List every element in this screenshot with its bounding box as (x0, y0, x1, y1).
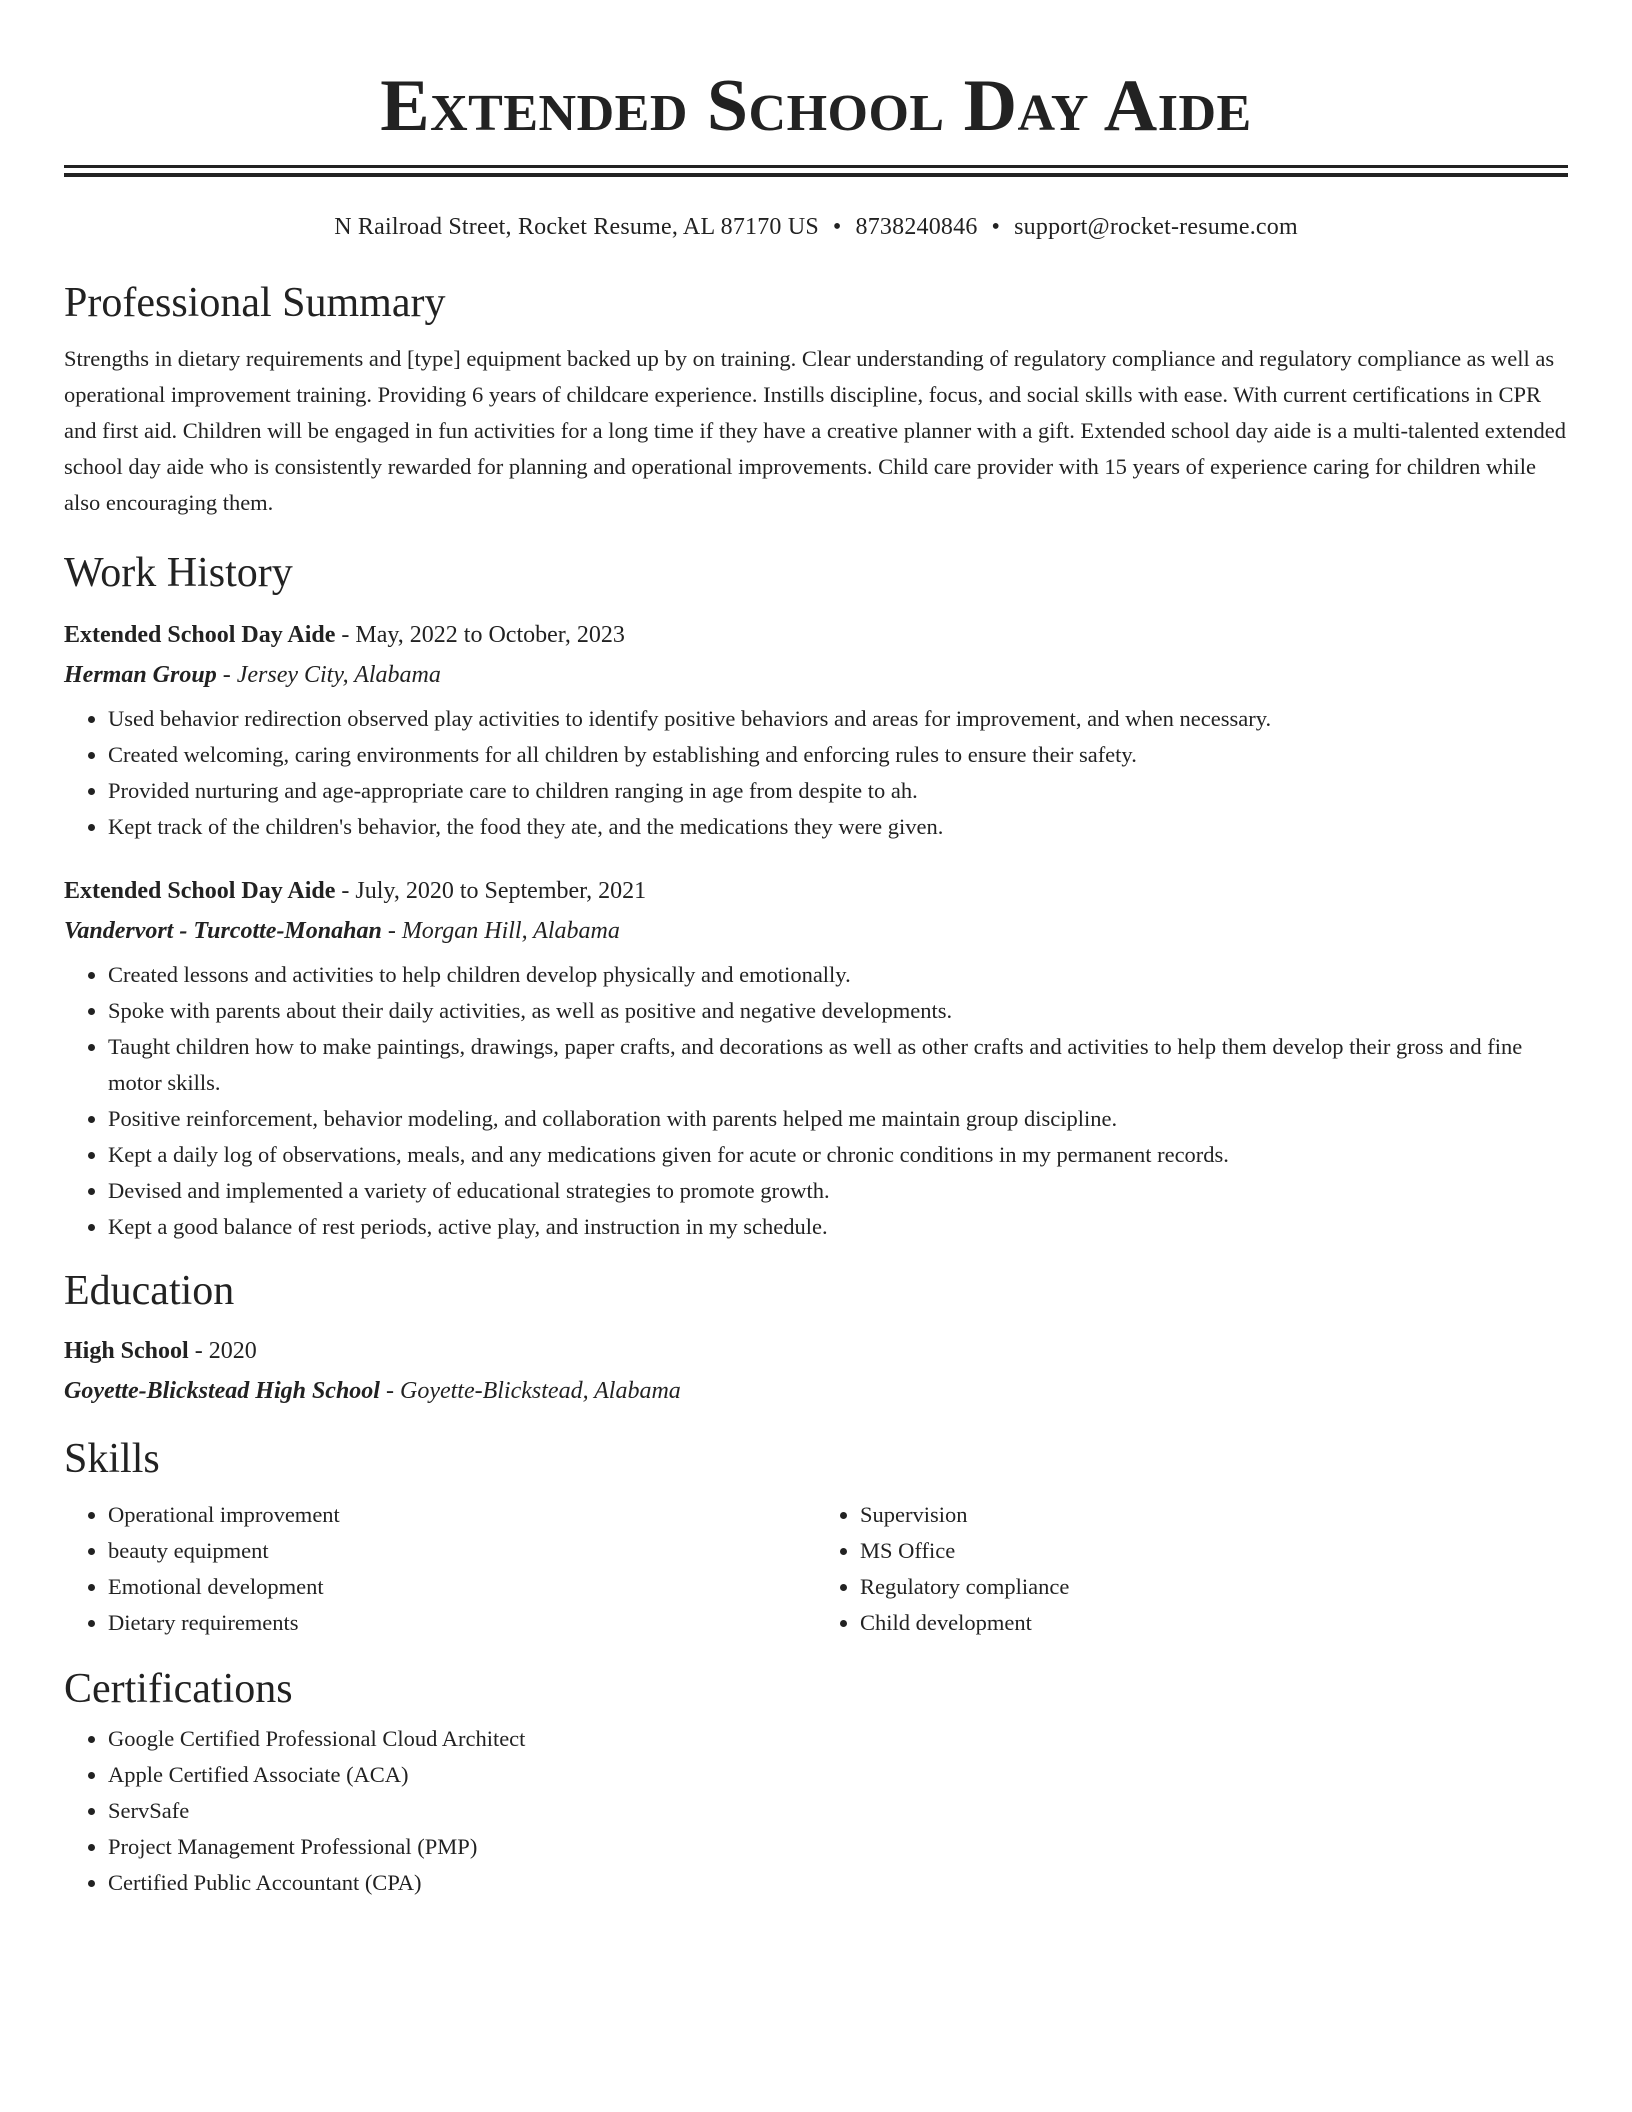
job-bullet: • Kept a daily log of observations, meals, and any medications given for acute or chronic conditions in my permanent records. (108, 1137, 1568, 1173)
certification-item: • Google Certified Professional Cloud Architect (108, 1721, 1568, 1757)
job-bullet: • Spoke with parents about their daily activities, as well as positive and negative developments. (108, 993, 1568, 1029)
skills-heading: Skills (64, 1436, 160, 1482)
job-company-line: Vandervort - Turcotte-Monahan - Morgan Hill, Alabama (64, 918, 620, 944)
job-bullet: • Created lessons and activities to help children develop physically and emotionally. (108, 957, 1568, 993)
skills-column-left (64, 1497, 816, 1641)
education-location: Goyette-Blickstead, Alabama (399, 1378, 681, 1404)
certification-item: • Apple Certified Associate (ACA) (108, 1757, 1568, 1793)
job-location: Morgan Hill, Alabama (401, 918, 620, 944)
job-company: Herman Group (64, 662, 217, 688)
work-history-heading: Work History (64, 550, 293, 596)
skills-column-right (816, 1497, 1568, 1641)
job-bullet: • Kept track of the children's behavior, the food they ate, and the medications they were given. (108, 809, 1568, 845)
job-title: Extended School Day Aide (64, 878, 336, 904)
skill-item: • Operational improvement (108, 1497, 816, 1533)
job-bullet: • Taught children how to make paintings, drawings, paper crafts, and decorations as well as other crafts and activities to help them develop their gross and fine motor skills. (108, 1029, 1568, 1101)
education-degree: High School (64, 1338, 189, 1364)
job-title-line: Extended School Day Aide - July, 2020 to September, 2021 (64, 878, 647, 904)
education-entry (64, 1331, 1568, 1411)
contact-separator: • (991, 214, 1001, 240)
skill-item: • beauty equipment (108, 1533, 816, 1569)
job-dates: July, 2020 to September, 2021 (355, 878, 647, 904)
contact-phone[interactable]: 8738240846 (855, 214, 978, 240)
job-bullet: • Positive reinforcement, behavior modeling, and collaboration with parents helped me maintain group discipline. (108, 1101, 1568, 1137)
job-bullet: • Devised and implemented a variety of educational strategies to promote growth. (108, 1173, 1568, 1209)
job-company-line: Herman Group - Jersey City, Alabama (64, 662, 441, 688)
education-school-line: Goyette-Blickstead High School - Goyette-Blickstead, Alabama (64, 1378, 681, 1404)
skill-item: • Dietary requirements (108, 1605, 816, 1641)
contact-line (64, 211, 1568, 243)
job-bullet: • Used behavior redirection observed play activities to identify positive behaviors and areas for improvement, and when necessary. (108, 701, 1568, 737)
job-entry (64, 871, 1568, 1245)
job-dates: May, 2022 to October, 2023 (355, 622, 625, 648)
skill-item: • MS Office (860, 1533, 1568, 1569)
job-entry (64, 615, 1568, 845)
summary-text: Strengths in dietary requirements and [type] equipment backed up by on training. Clear understanding of regulatory compliance and regulatory compliance as well as operational improvement training. Providing 6 years of childcare experience. Instills discipline, focus, and social skills with ease. With current certifications in CPR and first aid. Children will be engaged in fun activities for a long time if they have a creative planner with a gift. Extended school day aide is a multi-talented extended school day aide who is consistently rewarded for planning and operational improvements. Child care provider with 15 years of experience caring for children while also encouraging them. (64, 346, 1567, 515)
job-company: Vandervort - Turcotte-Monahan (64, 918, 382, 944)
certification-item: • ServSafe (108, 1793, 1568, 1829)
job-bullets (64, 957, 1568, 1245)
contact-email[interactable]: support@rocket-resume.com (1014, 214, 1298, 240)
education-heading: Education (64, 1268, 235, 1314)
job-bullet: • Provided nurturing and age-appropriate care to children ranging in age from despite to ah. (108, 773, 1568, 809)
resume-title: Extended School Day Aide (380, 65, 1252, 147)
skill-item: • Child development (860, 1605, 1568, 1641)
education-year: 2020 (208, 1338, 257, 1364)
certification-item: • Certified Public Accountant (CPA) (108, 1865, 1568, 1901)
contact-separator: • (832, 214, 842, 240)
education-school: Goyette-Blickstead High School (64, 1378, 380, 1404)
skill-item: • Supervision (860, 1497, 1568, 1533)
skill-item: • Regulatory compliance (860, 1569, 1568, 1605)
contact-address: N Railroad Street, Rocket Resume, AL 87170 US (334, 214, 819, 240)
skill-item: • Emotional development (108, 1569, 816, 1605)
job-location: Jersey City, Alabama (236, 662, 441, 688)
job-bullets (64, 701, 1568, 845)
summary-heading: Professional Summary (64, 280, 446, 326)
job-title: Extended School Day Aide (64, 622, 336, 648)
job-bullet: • Kept a good balance of rest periods, active play, and instruction in my schedule. (108, 1209, 1568, 1245)
certifications-heading: Certifications (64, 1666, 293, 1712)
education-degree-line: High School - 2020 (64, 1338, 257, 1364)
skills-grid (64, 1497, 1568, 1641)
job-bullet: • Created welcoming, caring environments for all children by establishing and enforcing rules to ensure their safety. (108, 737, 1568, 773)
certifications-list (64, 1721, 1568, 1901)
job-title-line: Extended School Day Aide - May, 2022 to October, 2023 (64, 622, 625, 648)
certification-item: • Project Management Professional (PMP) (108, 1829, 1568, 1865)
title-divider (64, 165, 1568, 177)
